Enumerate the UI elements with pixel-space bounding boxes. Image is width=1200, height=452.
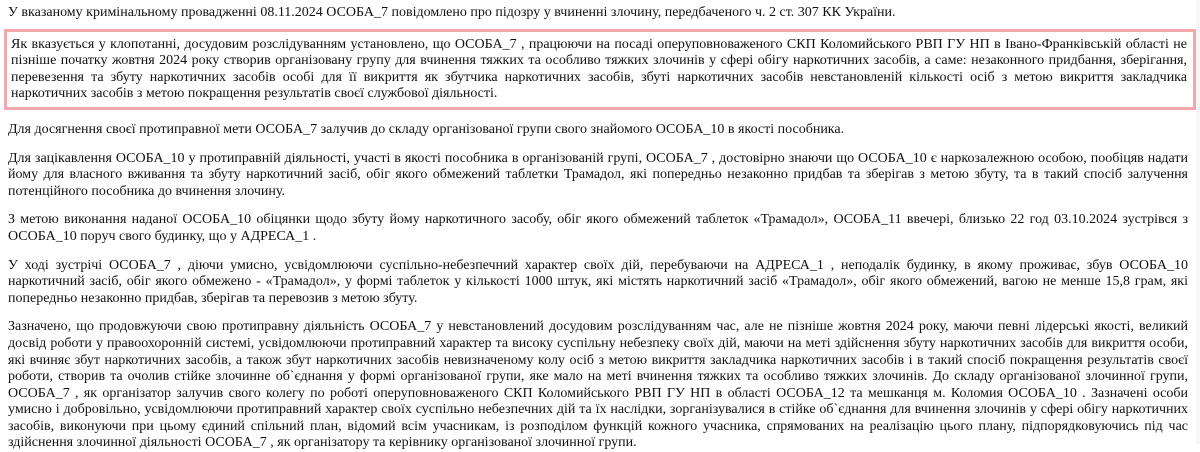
paragraph-accomplice-motivation: Для зацікавлення ОСОБА_10 у протиправній діяльності, участі в якості пособника в організованій групі, ОСОБА_7 , достовірно знаючи що ОСОБА_10 є наркозалежною особою, пообіцяв надати йому для власного вживання та збуту наркотичний засіб, обіг якого обмежений таблетки Трамадол, які попередньо незаконно придбав та зберігав з метою збуту, та в такий спосіб залучення потенційного пособника до вчинення злочину. [8,150,1188,199]
highlighted-excerpt-box [4,29,1196,110]
page-edge [1196,0,1200,444]
intro-paragraph: У вказаному кримінальному провадженні 08.11.2024 ОСОБА_7 повідомлено про підозру у вчиненні злочину, передбаченого ч. 2 ст. 307 КК України. [8,5,896,20]
paragraph-meeting: З метою виконання наданої ОСОБА_10 обіцянки щодо збуту йому наркотичного засобу, обіг якого обмежений таблеток «Трамадол», ОСОБА_11 ввечері, близько 22 год 03.10.2024 зустрівся з ОСОБА_10 поруч свого будинку, що у АДРЕСА_1 . [8,212,1188,244]
paragraph-accomplice-recruitment: Для досягнення своєї протиправної мети ОСОБА_7 залучив до складу організованої групи свого знайомого ОСОБА_10 в якості пособника. [8,121,845,137]
highlighted-paragraph: Як вказується у клопотанні, досудовим розслідуванням установлено, що ОСОБА_7 , працюючи на посаді оперуповноваженого СКП Коломийського РВП ГУ НП в Івано-Франківській області не пізніше початку жовтня 2024 року створив організовану групу для вчинення тяжких та особливо тяжких злочинів у сфері обігу наркотичних засобів, а саме: незаконного придбання, зберігання, перевезення та збуту наркотичних засобів особі для її викриття як збутчика наркотичних засобів, збуті наркотичних засобів невстановленій кількості осіб з метою викриття закладчика наркотичних засобів з метою покращення результатів своєї службової діяльності. [11,36,1187,102]
paragraph-sale: У ході зустрічі ОСОБА_7 , діючи умисно, усвідомлюючи суспільно-небезпечний характер своїх дій, перебуваючи на АДРЕСА_1 , неподалік будинку, в якому проживає, збув ОСОБА_10 наркотичний засіб, обіг якого обмежено - «Трамадол», у формі таблеток у кількості 1000 штук, які містять наркотичний засіб «Трамадол», обіг якого обмежений, вагою не менше 15,8 грам, які попередньо незаконно придбав, зберігав та перевозив з метою збуту. [8,257,1188,306]
paragraph-organized-group: Зазначено, що продовжуючи свою протиправну діяльність ОСОБА_7 у невстановлений досудовим розслідуванням час, але не пізніше жовтня 2024 року, маючи певні лідерські якості, великий досвід роботи у правоохоронній системі, усвідомлюючи протиправний характер та високу суспільну небезпеку своїх дій, маючи на меті здійснення збуту наркотичних засобів для викриття особи, які вчиняє збут наркотичних засобів, а також збут наркотичних засобів невизначеному колу осіб з метою викриття закладчика наркотичних засобів і в такий спосіб покращення результатів своєї роботи, створив та очолив стійке злочинне об`єднання у формі організованої групи, яке мало на меті вчинення тяжких та особливо тяжких злочинів. До складу організованої злочинної групи, ОСОБА_7 , як організатор залучив свого колегу по роботі оперуповноваженого СКП Коломийського РВП ГУ НП в області ОСОБА_12 та мешканця м. Коломия ОСОБА_10 . Зазначені особи умисно і добровільно, усвідомлюючи протиправний характер своїх суспільно небезпечних дій та їх наслідки, зорганізувалися в стійке об`єднання для вчинення злочинів у сфері обігу наркотичних засобів, виконуючи при цьому єдиний спільний план, відомий всім учасникам, із розподілом функцій кожного учасника, спрямованих на реалізацію цього плану, підпорядковуючись під час здійснення злочинної діяльності ОСОБА_7 , як організатору та керівнику організованої злочинної групи. [8,319,1188,451]
